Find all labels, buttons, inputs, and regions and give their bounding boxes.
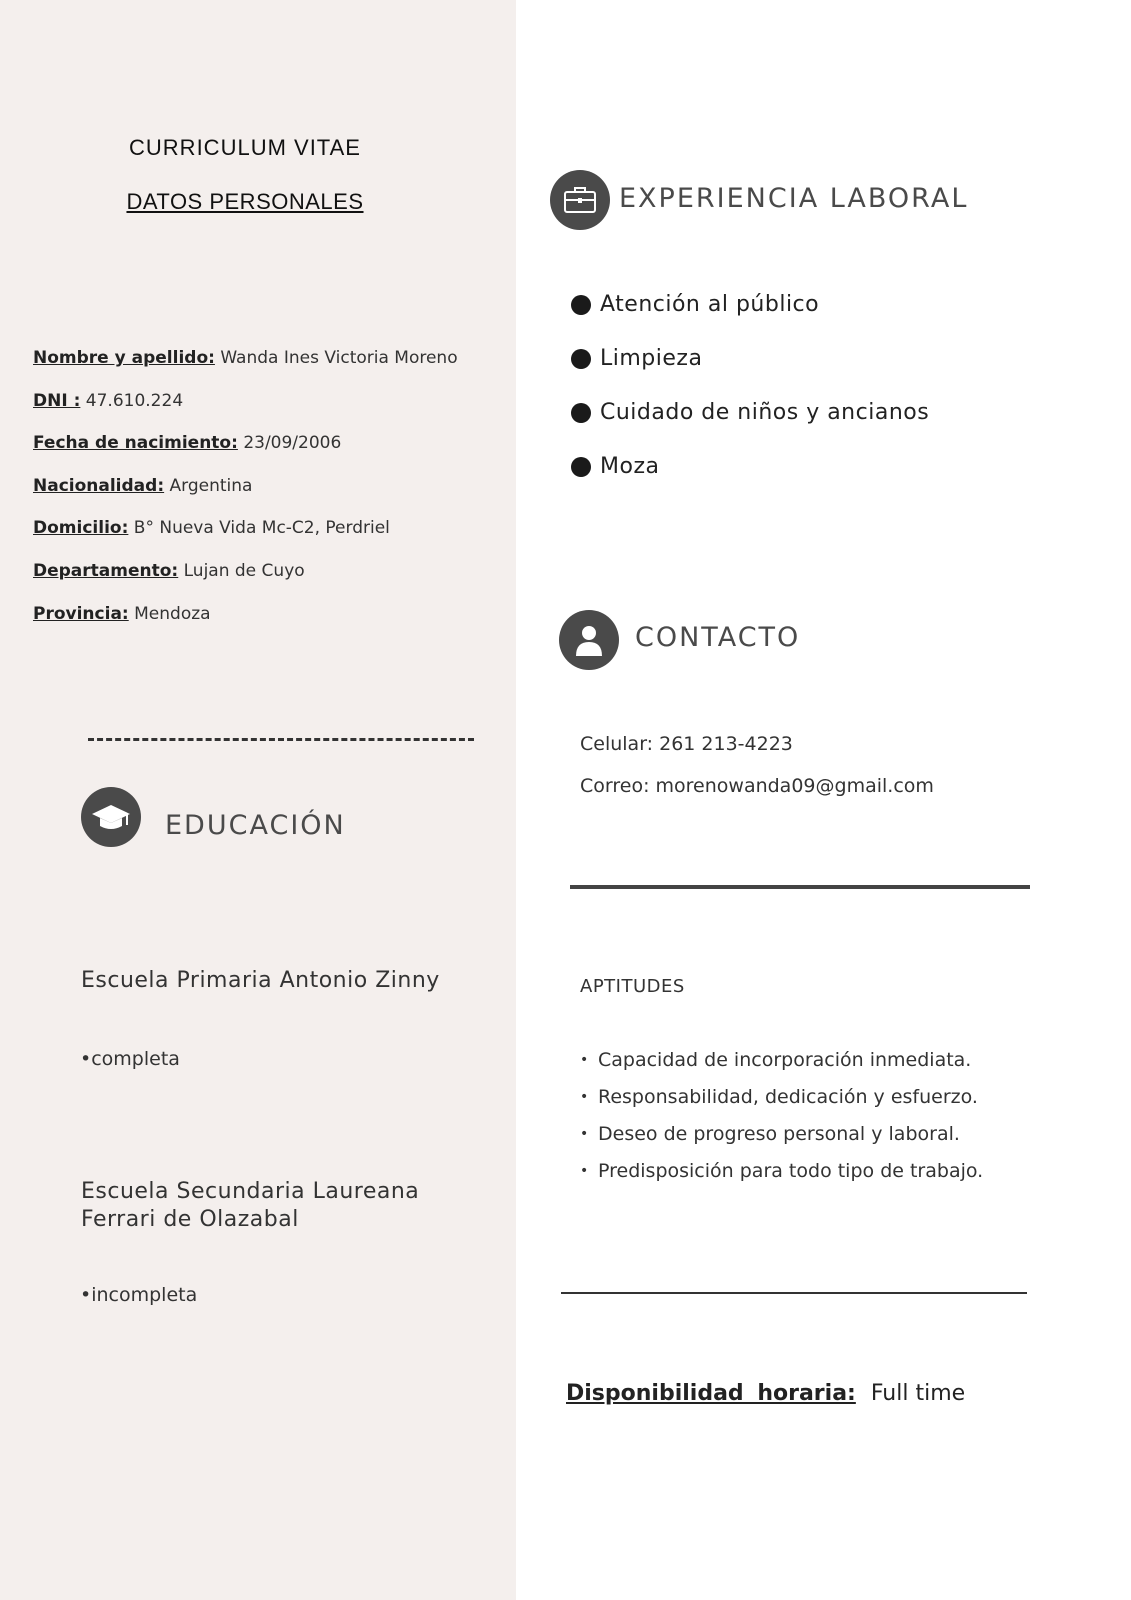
personal-data-value: 23/09/2006 bbox=[243, 433, 342, 453]
personal-data-label: Fecha de nacimiento: bbox=[33, 433, 238, 453]
skill-bullet: • bbox=[580, 1163, 589, 1179]
experience-item bbox=[571, 400, 929, 425]
school-name bbox=[81, 1178, 419, 1234]
school-status: •incompleta bbox=[80, 1284, 198, 1306]
contact-email: Correo: morenowanda09@gmail.com bbox=[580, 775, 934, 797]
school-name-line: Escuela Secundaria Laureana bbox=[81, 1179, 420, 1204]
bullet-dot bbox=[571, 349, 591, 369]
user-icon bbox=[559, 610, 619, 670]
skills-title: APTITUDES bbox=[580, 976, 685, 997]
skill-bullet: • bbox=[580, 1089, 589, 1105]
skill-item-label: Capacidad de incorporación inmediata. bbox=[598, 1049, 972, 1071]
personal-data-row bbox=[33, 518, 390, 538]
personal-data-row bbox=[33, 604, 211, 624]
bullet-dot bbox=[571, 457, 591, 477]
experience-item-label: Limpieza bbox=[600, 346, 703, 371]
contact-phone: Celular: 261 213-4223 bbox=[580, 733, 793, 755]
personal-data-row bbox=[33, 561, 305, 581]
bullet-dot bbox=[571, 295, 591, 315]
personal-data-value: Wanda Ines Victoria Moreno bbox=[220, 348, 458, 368]
experience-item-label: Moza bbox=[600, 454, 660, 479]
experience-item-label: Atención al público bbox=[600, 292, 820, 317]
experience-item bbox=[571, 292, 819, 317]
personal-data-value: Lujan de Cuyo bbox=[183, 561, 305, 581]
dashed-divider bbox=[88, 738, 474, 741]
experience-item bbox=[571, 346, 702, 371]
skill-item bbox=[580, 1049, 971, 1071]
personal-data-label: DNI : bbox=[33, 391, 81, 411]
personal-data-row bbox=[33, 433, 341, 453]
skill-item bbox=[580, 1123, 960, 1145]
experience-title: EXPERIENCIA LABORAL bbox=[619, 183, 969, 214]
solid-divider bbox=[570, 885, 1030, 889]
school-name-line: Ferrari de Olazabal bbox=[81, 1207, 299, 1232]
availability-value: Full time bbox=[870, 1381, 966, 1406]
experience-item bbox=[571, 454, 659, 479]
personal-data-label: Departamento: bbox=[33, 561, 179, 581]
experience-item-label: Cuidado de niños y ancianos bbox=[600, 400, 930, 425]
personal-data-label: Nombre y apellido: bbox=[33, 348, 215, 368]
document-title: CURRICULUM VITAE bbox=[129, 135, 361, 160]
graduation-cap-icon bbox=[81, 787, 141, 847]
education-title: EDUCACIÓN bbox=[165, 810, 346, 841]
school-name bbox=[81, 967, 440, 995]
skill-item bbox=[580, 1086, 978, 1108]
contact-title: CONTACTO bbox=[635, 622, 801, 653]
skill-item-label: Deseo de progreso personal y laboral. bbox=[598, 1123, 960, 1145]
personal-data-row bbox=[33, 391, 183, 411]
personal-data-value: B° Nueva Vida Mc-C2, Perdriel bbox=[133, 518, 390, 538]
availability-row bbox=[566, 1381, 965, 1406]
briefcase-icon bbox=[550, 170, 610, 230]
school-status: •completa bbox=[80, 1048, 180, 1070]
skill-item-label: Responsabilidad, dedicación y esfuerzo. bbox=[598, 1086, 978, 1108]
school-name-line: Escuela Primaria Antonio Zinny bbox=[81, 968, 440, 993]
skill-item bbox=[580, 1160, 983, 1182]
personal-data-title: DATOS PERSONALES bbox=[126, 189, 364, 214]
bullet-dot bbox=[571, 403, 591, 423]
skill-bullet: • bbox=[580, 1126, 589, 1142]
personal-data-label: Domicilio: bbox=[33, 518, 129, 538]
skill-bullet: • bbox=[580, 1052, 589, 1068]
underscore-divider bbox=[561, 1292, 1027, 1294]
personal-data-row bbox=[33, 348, 458, 368]
personal-data-value: 47.610.224 bbox=[85, 391, 184, 411]
skill-item-label: Predisposición para todo tipo de trabajo. bbox=[598, 1160, 984, 1182]
personal-data-label: Provincia: bbox=[33, 604, 129, 624]
left-panel bbox=[0, 0, 516, 1600]
personal-data-value: Mendoza bbox=[134, 604, 211, 624]
personal-data-value: Argentina bbox=[169, 476, 253, 496]
availability-label: Disponibilidad horaria: bbox=[566, 1381, 856, 1406]
personal-data-label: Nacionalidad: bbox=[33, 476, 165, 496]
personal-data-row bbox=[33, 476, 252, 496]
